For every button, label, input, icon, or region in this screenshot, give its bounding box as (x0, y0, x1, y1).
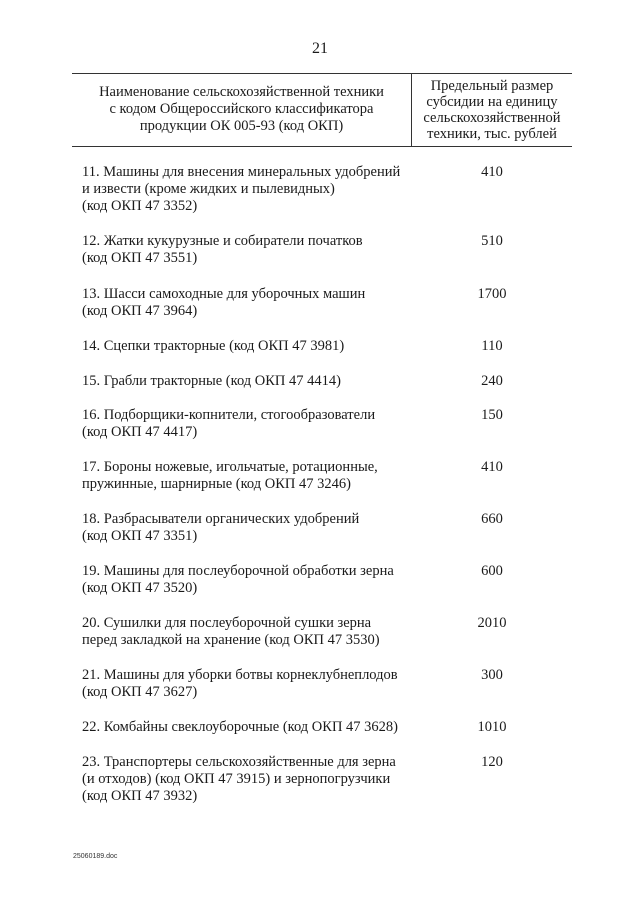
subsidy-value: 510 (481, 233, 503, 249)
equipment-name (82, 407, 427, 441)
equipment-name-line: и извести (кроме жидких и пылевидных) (82, 181, 335, 197)
subsidy-value: 110 (481, 338, 503, 354)
equipment-name-line: 21. Машины для уборки ботвы корнеклубнеплодов (82, 667, 398, 683)
page-number: 21 (312, 40, 328, 57)
equipment-name-line: 22. Комбайны свеклоуборочные (код ОКП 47 3628) (82, 719, 398, 735)
equipment-name-line: (код ОКП 47 3932) (82, 788, 198, 804)
header-subsidy-line: субсидии на единицу (426, 94, 558, 110)
equipment-name-line: перед закладкой на хранение (код ОКП 47 3530) (82, 632, 380, 648)
equipment-name-line: 16. Подборщики-копнители, стогообразователи (82, 407, 376, 423)
equipment-name (82, 373, 427, 390)
equipment-name-line: (код ОКП 47 3964) (82, 303, 198, 319)
equipment-name-line: 18. Разбрасыватели органических удобрений (82, 511, 360, 527)
equipment-name (82, 615, 427, 649)
header-subsidy-line: техники, тыс. рублей (427, 126, 557, 142)
equipment-name-line: 13. Шасси самоходные для уборочных машин (82, 286, 366, 302)
subsidy-value: 410 (481, 164, 503, 180)
equipment-name-line: (код ОКП 47 3351) (82, 528, 198, 544)
subsidy-value: 600 (481, 563, 503, 579)
subsidy-value: 1010 (477, 719, 507, 735)
equipment-name-line: 12. Жатки кукурузные и собиратели початков (82, 233, 363, 249)
equipment-name-line: пружинные, шарнирные (код ОКП 47 3246) (82, 476, 351, 492)
subsidy-value: 300 (481, 667, 503, 683)
subsidy-value: 410 (481, 459, 503, 475)
equipment-name (82, 719, 427, 736)
header-subsidy-line: Предельный размер (430, 78, 554, 94)
header-subsidy-column (412, 78, 572, 142)
table-header (72, 73, 572, 147)
equipment-name-line: 19. Машины для послеуборочной обработки зерна (82, 563, 394, 579)
subsidy-value: 120 (481, 754, 503, 770)
equipment-name (82, 754, 427, 805)
equipment-name-line: 14. Сцепки тракторные (код ОКП 47 3981) (82, 338, 345, 354)
equipment-name-line: (и отходов) (код ОКП 47 3915) и зернопогрузчики (82, 771, 391, 787)
subsidy-value: 240 (481, 373, 503, 389)
equipment-name-line: (код ОКП 47 3627) (82, 684, 198, 700)
subsidy-value: 2010 (477, 615, 507, 631)
equipment-name (82, 563, 427, 597)
equipment-name-line: (код ОКП 47 3551) (82, 250, 198, 266)
equipment-name (82, 338, 427, 355)
equipment-name (82, 511, 427, 545)
equipment-name-line: 17. Бороны ножевые, игольчатые, ротационные, (82, 459, 378, 475)
equipment-name-line: 23. Транспортеры сельскохозяйственные для зерна (82, 754, 396, 770)
footer-filename: 25060189.doc (73, 853, 118, 860)
equipment-name-line: (код ОКП 47 4417) (82, 424, 198, 440)
equipment-name (82, 233, 427, 267)
header-name-line: Наименование сельскохозяйственной техники (99, 84, 384, 100)
subsidy-value: 150 (481, 407, 503, 423)
subsidy-value: 1700 (477, 286, 507, 302)
equipment-name (82, 459, 427, 493)
equipment-name-line: (код ОКП 47 3520) (82, 580, 198, 596)
equipment-name-line: (код ОКП 47 3352) (82, 198, 198, 214)
equipment-name (82, 667, 427, 701)
header-name-line: с кодом Общероссийского классификатора (109, 101, 374, 117)
equipment-name-line: 15. Грабли тракторные (код ОКП 47 4414) (82, 373, 341, 389)
equipment-name (82, 286, 427, 320)
equipment-name-line: 11. Машины для внесения минеральных удобрений (82, 164, 401, 180)
equipment-name (82, 164, 427, 215)
subsidy-value: 660 (481, 511, 503, 527)
header-name-line: продукции ОК 005-93 (код ОКП) (139, 118, 344, 134)
equipment-name-line: 20. Сушилки для послеуборочной сушки зерна (82, 615, 372, 631)
header-subsidy-line: сельскохозяйственной (423, 110, 561, 126)
header-name-column (72, 84, 411, 135)
